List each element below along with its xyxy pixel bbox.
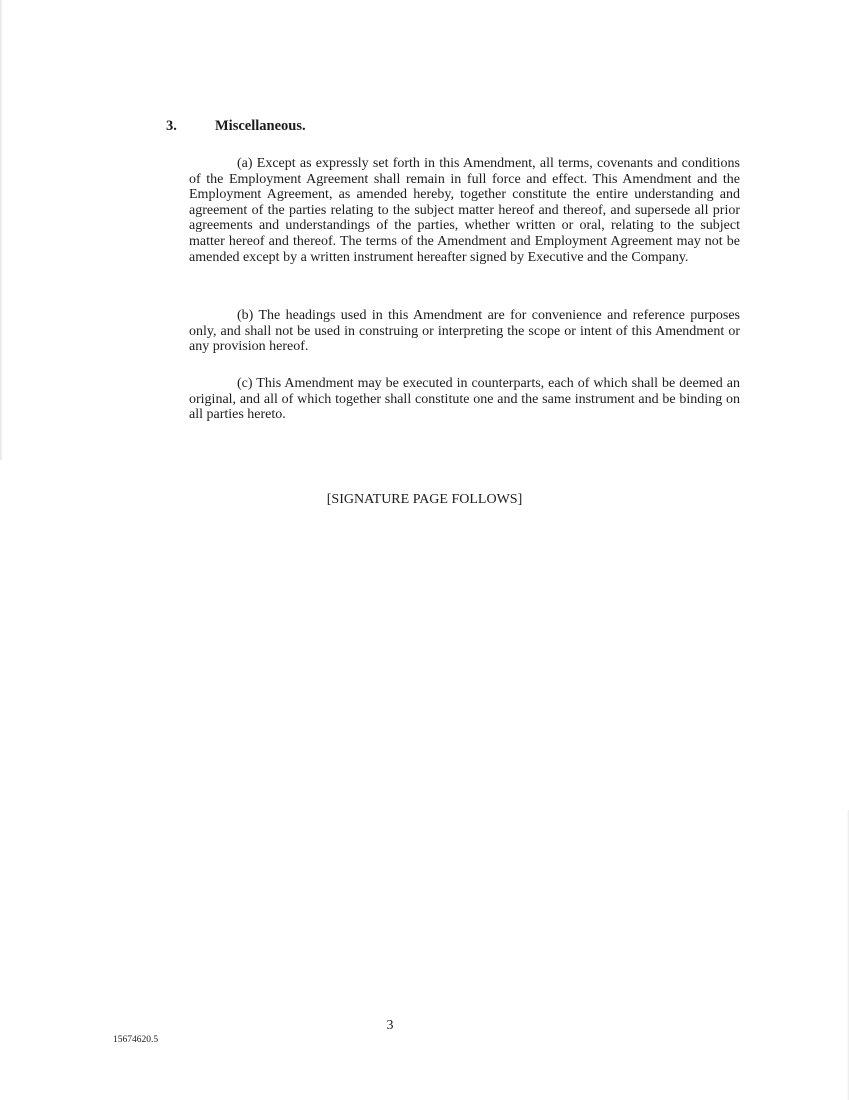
section-number: 3. — [166, 118, 177, 134]
paragraph-c: (c) This Amendment may be executed in counterparts, each of which shall be deemed an original, and all of which together shall constitute one and the same instrument and be binding on all parties hereto. — [189, 376, 740, 423]
document-id: 15674620.5 — [113, 1035, 159, 1045]
signature-page-notice: [SIGNATURE PAGE FOLLOWS] — [326, 492, 523, 507]
section-heading — [166, 118, 306, 135]
page-number: 3 — [386, 1018, 394, 1033]
scan-edge-left — [0, 0, 3, 460]
paragraph-b: (b) The headings used in this Amendment are for convenience and reference purposes only, and shall not be used in construing or interpreting the scope or intent of this Amendment or any provision hereof. — [189, 308, 740, 355]
section-title: Miscellaneous. — [215, 118, 306, 134]
paragraph-a: (a) Except as expressly set forth in this Amendment, all terms, covenants and conditions of the Employment Agreement shall remain in full force and effect. This Amendment and the Employment Agreement, as amended hereby, together constitute the entire understanding and agreement of the parties relating to the subject matter hereof and thereof, and supersede all prior agreements and understandings of the parties, whether written or oral, relating to the subject matter hereof and thereof. The terms of the Amendment and Employment Agreement may not be amended except by a written instrument hereafter signed by Executive and the Company. — [189, 156, 740, 265]
